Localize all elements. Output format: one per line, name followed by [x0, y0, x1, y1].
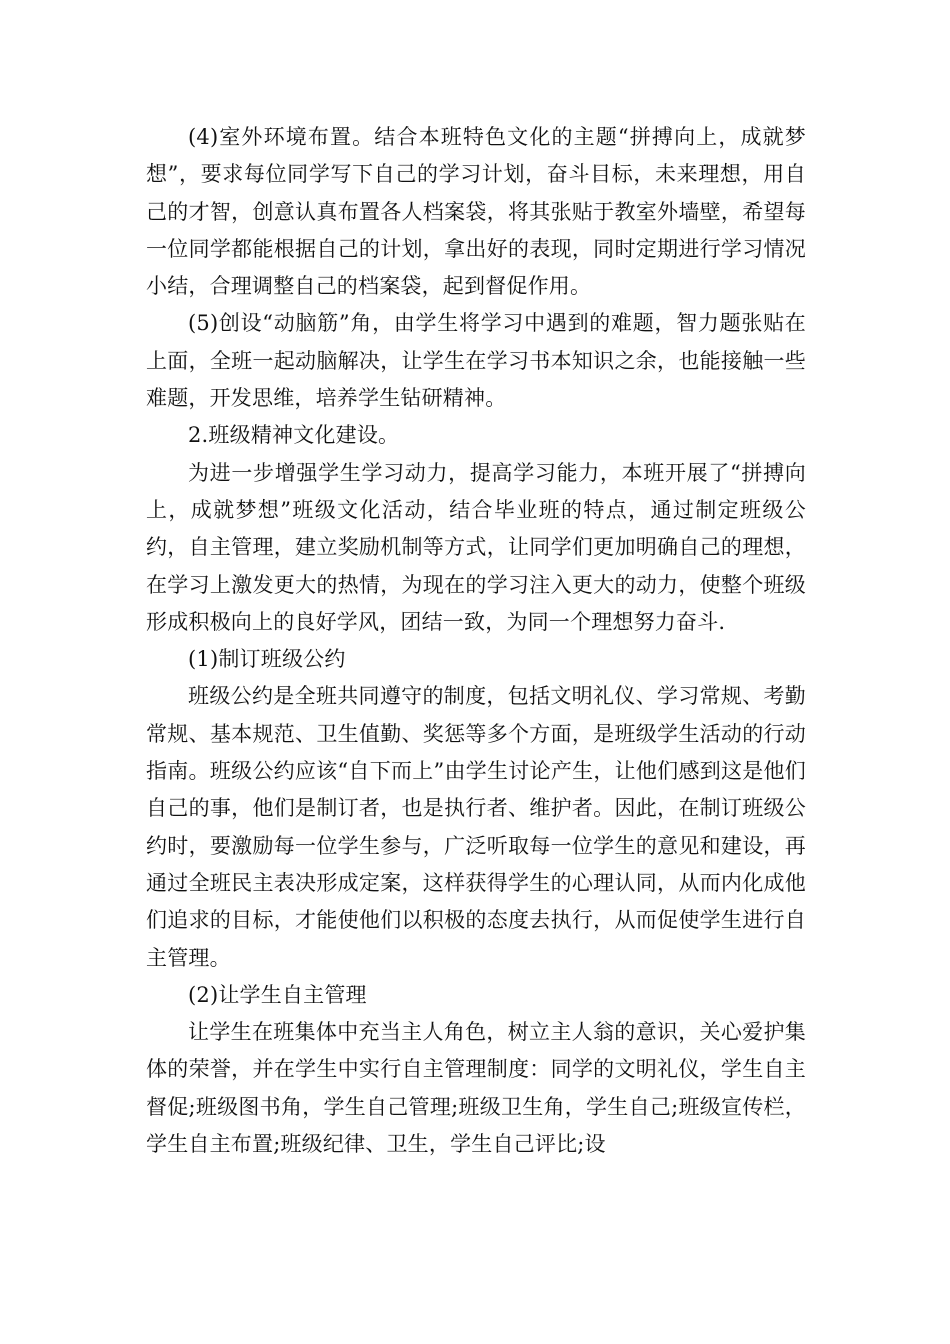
- document-body: [146, 119, 806, 1163]
- paragraph-self-management: 让学生在班集体中充当主人角色，树立主人翁的意识，关心爱护集体的荣誉，并在学生中实行自主管理制度：同学的文明礼仪，学生自主督促;班级图书角，学生自己管理;班级卫生角，学生自己;班级宣传栏，学生自主布置;班级纪律、卫生，学生自己评比;设: [146, 1020, 806, 1157]
- paragraph-class-convention: 班级公约是全班共同遵守的制度，包括文明礼仪、学习常规、考勤常规、基本规范、卫生值勤、奖惩等多个方面，是班级学生活动的行动指南。班级公约应该“自下而上”由学生讨论产生，让他们感到这是他们自己的事，他们是制订者，也是执行者、维护者。因此，在制订班级公约时，要激励每一位学生参与，广泛听取每一位学生的意见和建设，再通过全班民主表决形成定案，这样获得学生的心理认同，从而内化成他们追求的目标，才能使他们以积极的态度去执行，从而促使学生进行自主管理。: [146, 684, 806, 970]
- subheading-self-management: (2)让学生自主管理: [188, 982, 367, 1007]
- subheading-class-convention: (1)制订班级公约: [188, 647, 346, 672]
- section-heading-spirit-culture: 2.班级精神文化建设。: [188, 423, 400, 448]
- paragraph-outdoor-environment: (4)室外环境布置。结合本班特色文化的主题“拼搏向上，成就梦想”，要求每位同学写下自己的学习计划，奋斗目标，未来理想，用自己的才智，创意认真布置各人档案袋，将其张贴于教室外墙壁，希望每一位同学都能根据自己的计划，拿出好的表现，同时定期进行学习情况小结，合理调整自己的档案袋，起到督促作用。: [146, 125, 806, 299]
- paragraph-spirit-culture-intro: 为进一步增强学生学习动力，提高学习能力，本班开展了“拼搏向上，成就梦想”班级文化活动，结合毕业班的特点，通过制定班级公约，自主管理，建立奖励机制等方式，让同学们更加明确自己的理想，在学习上激发更大的热情，为现在的学习注入更大的动力，使整个班级形成积极向上的良好学风，团结一致，为同一个理想努力奋斗.: [146, 460, 806, 634]
- paragraph-brain-corner: (5)创设“动脑筋”角，由学生将学习中遇到的难题，智力题张贴在上面，全班一起动脑解决，让学生在学习书本知识之余，也能接触一些难题，开发思维，培养学生钻研精神。: [146, 311, 806, 411]
